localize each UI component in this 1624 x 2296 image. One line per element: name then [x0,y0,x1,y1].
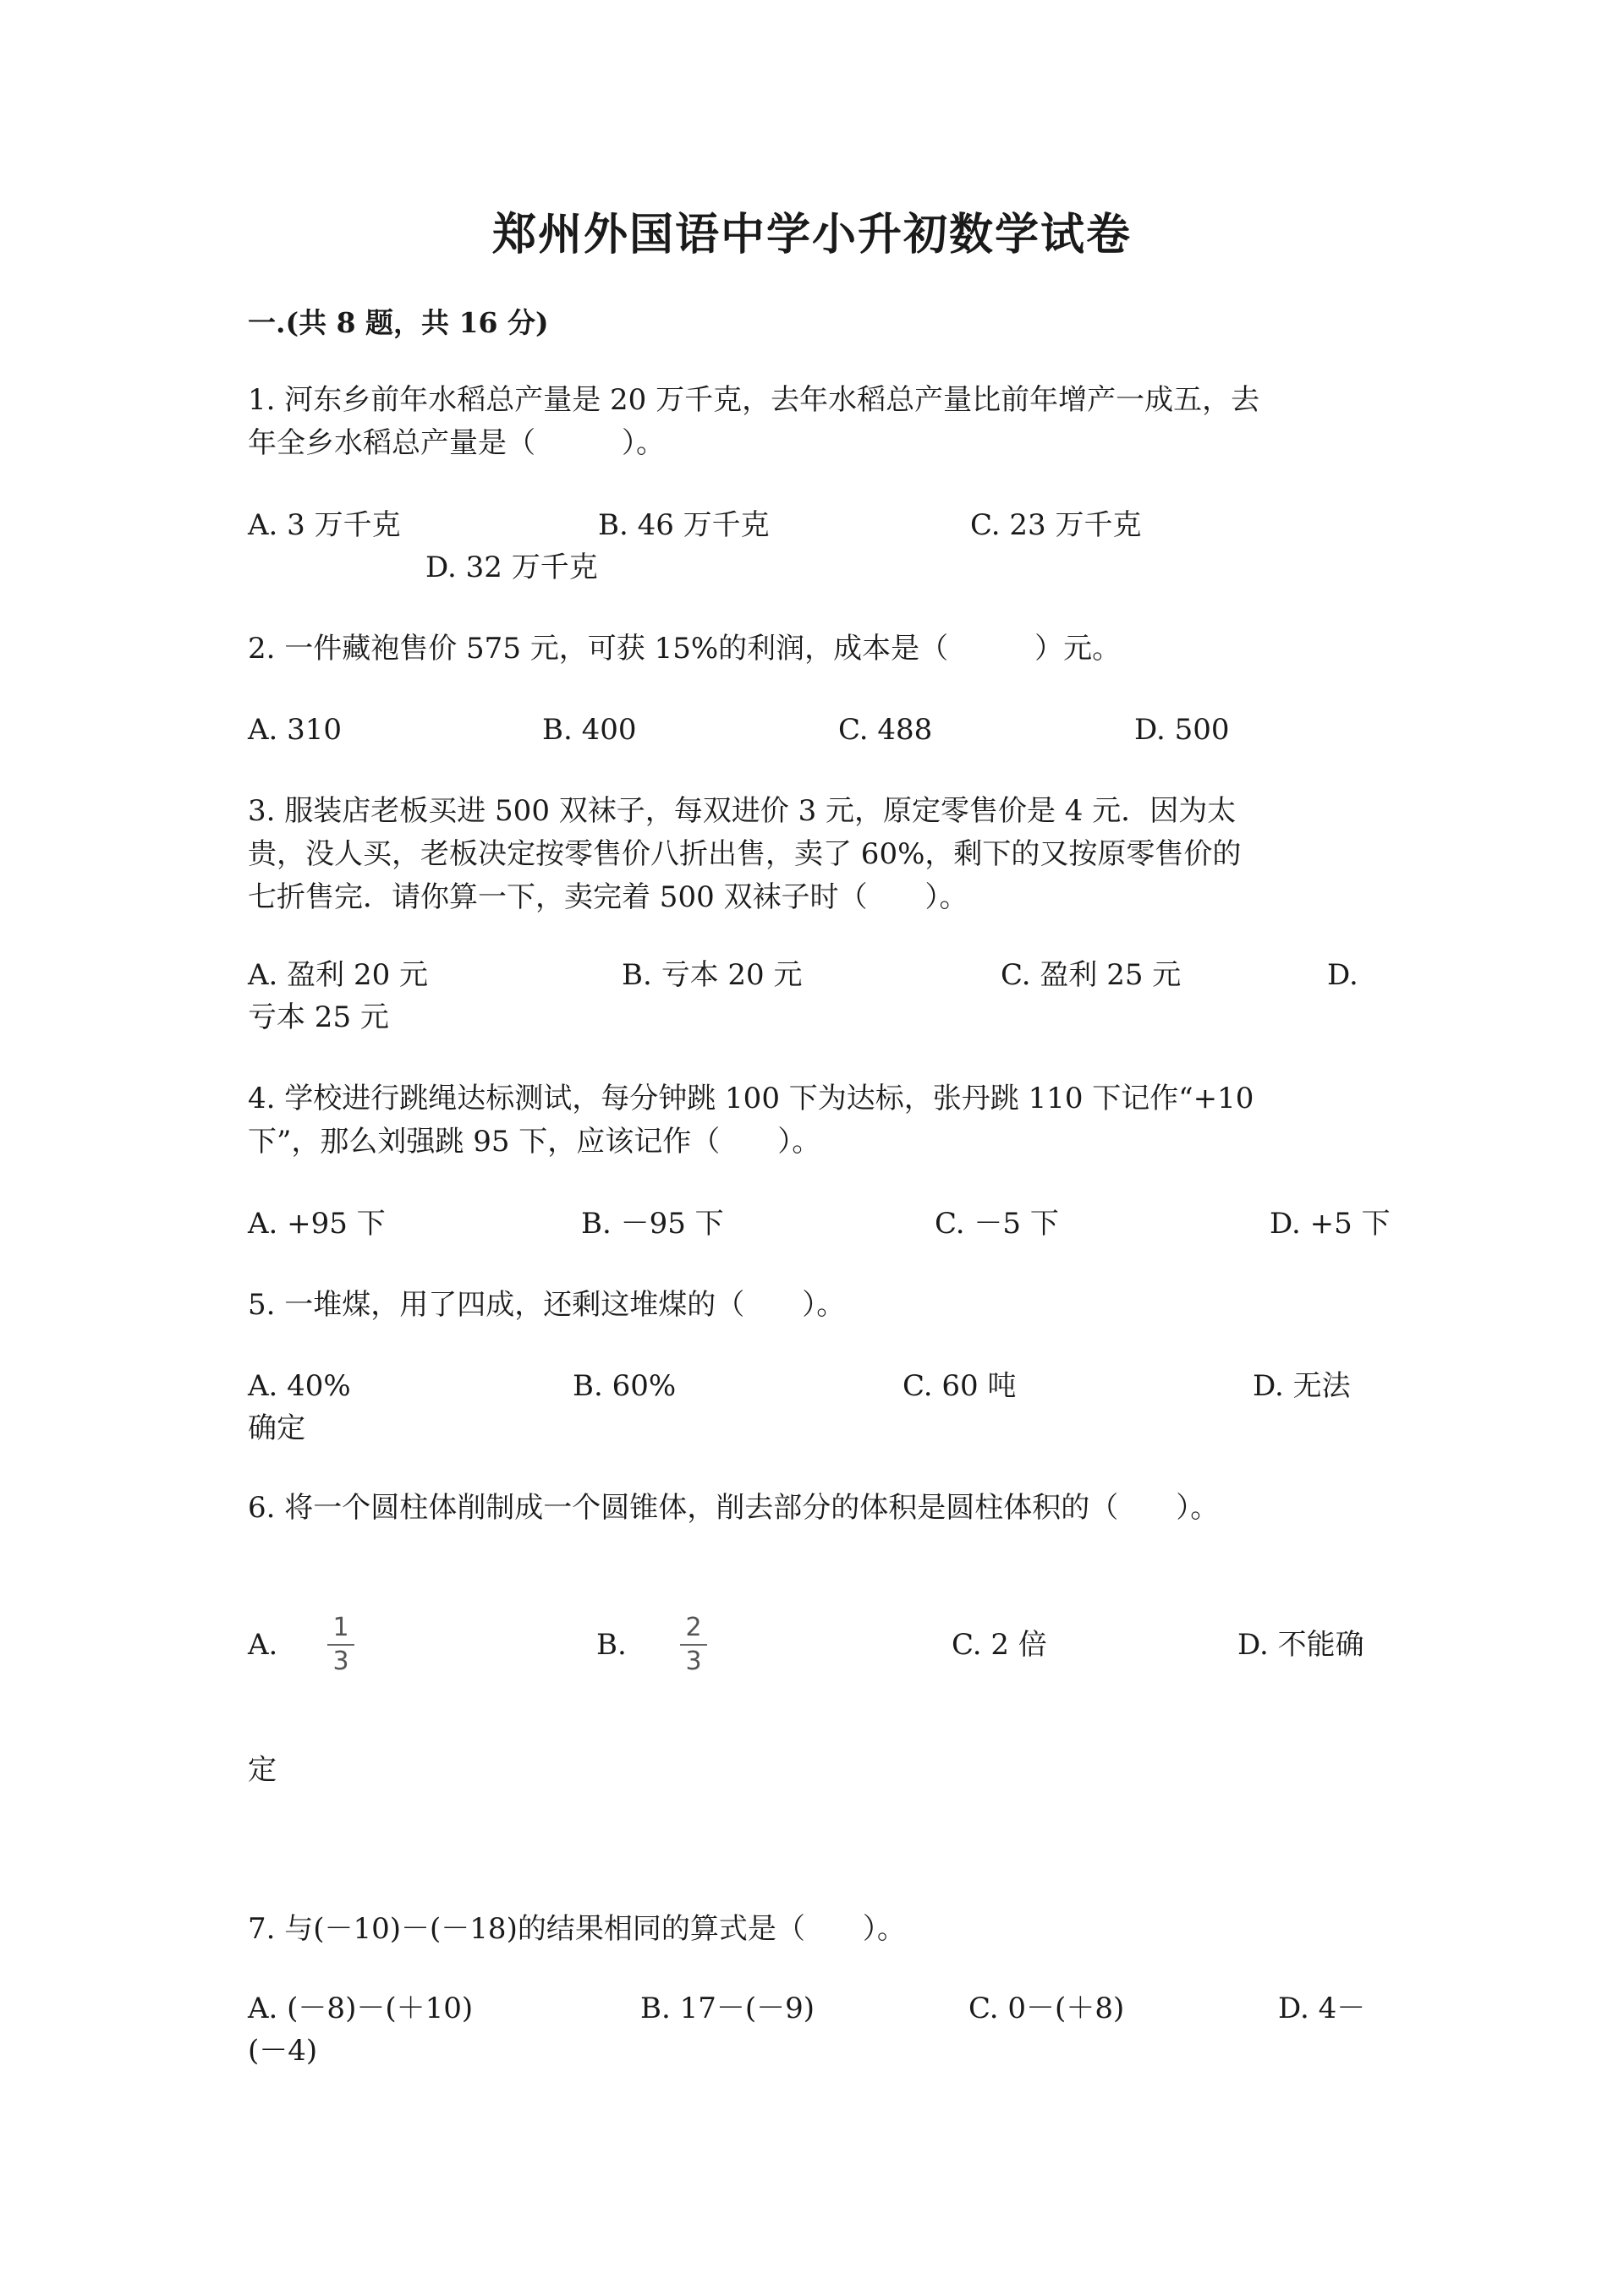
question-6-fraction-two-thirds [677,1614,710,1676]
question-1-line-1: 1. 河东乡前年水稻总产量是 20 万千克，去年水稻总产量比前年增产一成五，去 [248,383,1260,417]
page-title: 郑州外国语中学小升初数学试卷 [491,209,1132,260]
question-4-option-c: C. －5 下 [935,1207,1059,1241]
question-5-option-d-wrap: 确定 [248,1411,305,1445]
question-5-line-1: 5. 一堆煤，用了四成，还剩这堆煤的（ ）。 [248,1288,846,1322]
question-6-option-b: B. [596,1628,627,1662]
question-5-option-d: D. 无法 [1253,1369,1351,1403]
question-2-option-a: A. 310 [248,713,343,747]
question-1-stem [248,379,1381,465]
fraction-bar [680,1644,707,1646]
question-6-option-d: D. 不能确 [1237,1628,1364,1662]
question-7-option-a: A. (－8)－(＋10) [248,1992,474,2025]
question-5-option-c: C. 60 吨 [903,1369,1017,1403]
question-3-line-3: 七折售完．请你算一下，卖完着 500 双袜子时（ ）。 [248,880,968,914]
question-7-option-d: D. 4－ [1278,1992,1366,2025]
question-4-stem [248,1077,1381,1164]
question-7-option-c: C. 0－(＋8) [968,1992,1125,2025]
question-6-fraction-one-third [324,1614,358,1676]
question-4-line-1: 4. 学校进行跳绳达标测试，每分钟跳 100 下为达标，张丹跳 110 下记作“+10 [248,1082,1254,1115]
question-7-line-1: 7. 与(－10)－(－18)的结果相同的算式是（ ）。 [248,1912,906,1946]
question-1-option-c: C. 23 万千克 [970,508,1142,542]
question-4-option-a: A. +95 下 [248,1207,386,1241]
question-3-option-b: B. 亏本 20 元 [622,958,803,992]
question-5-option-b: B. 60% [573,1369,677,1403]
question-1-option-b: B. 46 万千克 [598,508,770,542]
question-2-option-c: C. 488 [838,713,933,747]
fraction-numerator: 2 [685,1613,702,1642]
question-3-line-2: 贵，没人买，老板决定按零售价八折出售，卖了 60%，剩下的又按原零售价的 [248,837,1242,871]
question-6-option-d-wrap: 定 [248,1753,277,1787]
question-3-stem [248,790,1381,919]
question-3-option-a: A. 盈利 20 元 [248,958,429,992]
question-3-option-c: C. 盈利 25 元 [1001,958,1182,992]
question-6-option-a: A. [248,1628,278,1662]
question-5-option-a: A. 40% [248,1369,351,1403]
question-4-line-2: 下”，那么刘强跳 95 下，应该记作（ ）。 [248,1125,821,1159]
question-6-option-c: C. 2 倍 [952,1628,1047,1662]
question-2-option-d: D. 500 [1134,713,1230,747]
question-7-option-d-wrap: (－4) [248,2034,318,2068]
question-3-option-d: D. [1327,958,1358,992]
question-2-option-b: B. 400 [542,713,637,747]
question-1-option-a: A. 3 万千克 [248,508,401,542]
question-1-option-d: D. 32 万千克 [425,551,598,584]
fraction-bar [327,1644,354,1646]
section-heading: 一.(共 8 题，共 16 分) [248,306,549,339]
question-6-line-1: 6. 将一个圆柱体削制成一个圆锥体，削去部分的体积是圆柱体积的（ ）。 [248,1491,1220,1525]
fraction-numerator: 1 [332,1613,349,1642]
question-4-option-b: B. －95 下 [581,1207,724,1241]
fraction-denominator: 3 [685,1647,702,1676]
question-5-stem [248,1284,1381,1327]
question-7-stem [248,1908,1381,1951]
question-4-option-d: D. +5 下 [1270,1207,1391,1241]
question-3-option-d-wrap: 亏本 25 元 [248,1000,389,1034]
question-2-stem [248,627,1381,671]
question-7-option-b: B. 17－(－9) [640,1992,815,2025]
question-2-line-1: 2. 一件藏袍售价 575 元，可获 15%的利润，成本是（ ）元。 [248,632,1122,666]
fraction-denominator: 3 [332,1647,349,1676]
question-6-stem [248,1487,1381,1530]
question-3-line-1: 3. 服装店老板买进 500 双袜子，每双进价 3 元，原定零售价是 4 元．因为太 [248,794,1237,828]
question-1-line-2: 年全乡水稻总产量是（ ）。 [248,426,665,460]
